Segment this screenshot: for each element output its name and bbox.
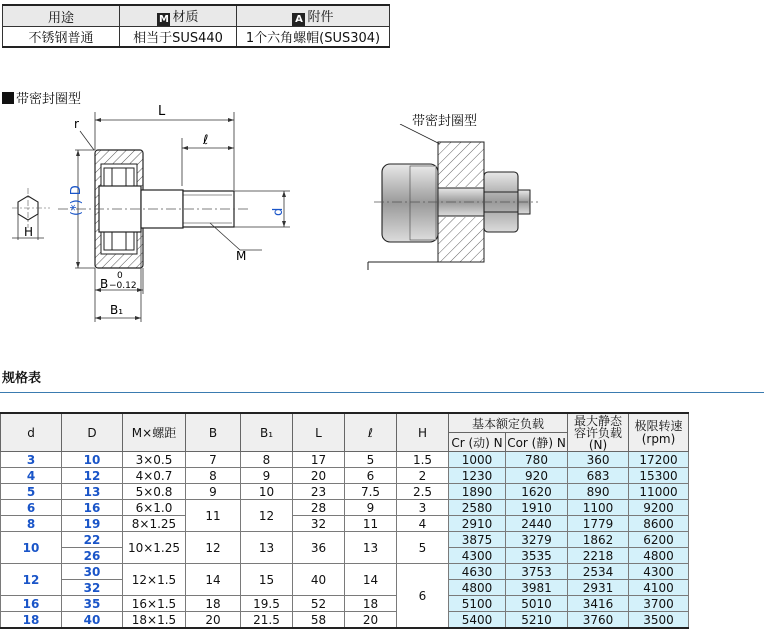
cell-cr: 4630 [449,564,506,580]
cell-max-static: 2931 [568,580,629,596]
cell-d: 5 [1,484,62,500]
cell-B1: 12 [241,500,293,532]
cell-cr: 4300 [449,548,506,564]
usage-table-row [3,27,390,48]
cell-B: 20 [186,612,241,629]
cell-M: 12×1.5 [123,564,186,596]
cell-B1: 15 [241,564,293,596]
cell-D: 10 [62,452,123,468]
cell-rpm: 4300 [629,564,689,580]
dim-B-label: B [100,277,109,291]
dim-D-label: (*) D [69,185,84,216]
col-header-l: ℓ [345,413,397,452]
cell-M: 18×1.5 [123,612,186,629]
accessory-header [237,5,390,27]
cell-D: 19 [62,516,123,532]
table-row [1,484,689,500]
cell-max-static: 1779 [568,516,629,532]
cell-cor: 1620 [506,484,568,500]
cell-B: 11 [186,500,241,532]
cell-max-static: 683 [568,468,629,484]
spec-table [0,412,689,629]
cell-max-static: 2534 [568,564,629,580]
col-header-cor: Cor (静) N [506,433,568,452]
material-header-label: 材质 [172,10,199,25]
cell-H: 5 [397,532,449,564]
dim-B-tol-upper: 0 [117,271,123,281]
cell-B1: 8 [241,452,293,468]
usage-header: 用途 [3,5,120,27]
col-header-D: D [62,413,123,452]
cell-L: 40 [293,564,345,596]
table-row [1,596,689,612]
seal-type-title: 带密封圈型 [16,92,82,107]
col-header-H: H [397,413,449,452]
cell-rpm: 4800 [629,548,689,564]
mounted-cam-follower-drawing [360,124,600,274]
cell-rpm: 9200 [629,500,689,516]
spec-table-title: 规格表 [2,371,42,386]
dim-r-label: r [74,117,79,131]
cell-l: 14 [345,564,397,596]
limit-speed-line1: 极限转速 [634,418,683,433]
cell-L: 17 [293,452,345,468]
cell-cor: 780 [506,452,568,468]
cell-l: 7.5 [345,484,397,500]
cell-D: 12 [62,468,123,484]
cell-D: 32 [62,580,123,596]
cell-D: 16 [62,500,123,516]
seal-type-label-right: 带密封圈型 [412,114,478,129]
cell-cor: 920 [506,468,568,484]
accessory-header-label: 附件 [307,10,334,25]
cell-D: 35 [62,596,123,612]
cell-L: 23 [293,484,345,500]
cell-M: 5×0.8 [123,484,186,500]
cell-l: 20 [345,612,397,629]
cell-d: 12 [1,564,62,596]
cell-rpm: 4100 [629,580,689,596]
table-row [1,500,689,516]
cell-B: 8 [186,468,241,484]
cell-cor: 2440 [506,516,568,532]
material-value: 相当于SUS440 [120,27,237,48]
cell-L: 58 [293,612,345,629]
cell-rpm: 6200 [629,532,689,548]
cell-H: 1.5 [397,452,449,468]
dim-d-label: d [271,207,286,216]
dim-B-tol-lower: −0.12 [109,281,137,291]
cell-L: 32 [293,516,345,532]
cell-B: 18 [186,596,241,612]
dim-l-label: ℓ [203,133,209,148]
cell-d: 16 [1,596,62,612]
table-row [1,612,689,629]
table-row [1,516,689,532]
cell-M: 10×1.25 [123,532,186,564]
usage-material-table [2,4,390,48]
cell-rpm: 3500 [629,612,689,629]
cell-M: 4×0.7 [123,468,186,484]
cell-l: 5 [345,452,397,468]
cell-B1: 10 [241,484,293,500]
dim-H-label: H [24,225,34,239]
cell-D: 30 [62,564,123,580]
table-row [1,532,689,548]
cell-L: 28 [293,500,345,516]
cell-L: 20 [293,468,345,484]
cell-cr: 1000 [449,452,506,468]
cell-l: 13 [345,532,397,564]
cell-rpm: 15300 [629,468,689,484]
usage-value: 不锈钢普通 [3,27,120,48]
max-static-line1: 最大静态 [574,413,623,428]
cell-max-static: 1862 [568,532,629,548]
cell-max-static: 890 [568,484,629,500]
cell-cor: 5010 [506,596,568,612]
cell-M: 8×1.25 [123,516,186,532]
cell-B1: 9 [241,468,293,484]
cell-d: 18 [1,612,62,629]
cam-follower-dimension-drawing [0,98,320,330]
limit-speed-line2: (rpm) [641,431,676,446]
cell-max-static: 1100 [568,500,629,516]
col-header-M: M×螺距 [123,413,186,452]
cell-B: 7 [186,452,241,468]
cell-B1: 21.5 [241,612,293,629]
col-header-max-static [568,413,629,452]
col-header-cr: Cr (动) N [449,433,506,452]
cell-M: 3×0.5 [123,452,186,468]
cell-D: 40 [62,612,123,629]
cell-cor: 3981 [506,580,568,596]
spec-header-row-1 [1,413,689,433]
dim-B1-label: B₁ [110,303,124,317]
usage-table-header-row [3,5,390,27]
cell-B1: 13 [241,532,293,564]
cell-rpm: 11000 [629,484,689,500]
cell-cor: 1910 [506,500,568,516]
cell-M: 6×1.0 [123,500,186,516]
cell-cor: 5210 [506,612,568,629]
table-row [1,452,689,468]
cell-l: 18 [345,596,397,612]
cell-H: 6 [397,564,449,629]
cell-cr: 2580 [449,500,506,516]
cell-cr: 4800 [449,580,506,596]
cell-rpm: 8600 [629,516,689,532]
cell-B: 9 [186,484,241,500]
cell-H: 2 [397,468,449,484]
cell-H: 3 [397,500,449,516]
cell-d: 4 [1,468,62,484]
cell-d: 8 [1,516,62,532]
cell-H: 2.5 [397,484,449,500]
table-row [1,564,689,580]
cell-l: 9 [345,500,397,516]
material-header [120,5,237,27]
col-header-limit-speed [629,413,689,452]
cell-cr: 5100 [449,596,506,612]
cell-B: 12 [186,532,241,564]
cell-cor: 3279 [506,532,568,548]
cell-max-static: 360 [568,452,629,468]
accessory-badge: A [292,13,305,26]
col-header-B: B [186,413,241,452]
cell-L: 52 [293,596,345,612]
cell-d: 3 [1,452,62,468]
cell-B1: 19.5 [241,596,293,612]
cell-M: 16×1.5 [123,596,186,612]
cell-L: 36 [293,532,345,564]
cell-cor: 3535 [506,548,568,564]
cell-d: 6 [1,500,62,516]
dim-M-label: M [236,249,247,263]
col-header-B1: B₁ [241,413,293,452]
cell-D: 13 [62,484,123,500]
cell-rpm: 3700 [629,596,689,612]
cell-B: 14 [186,564,241,596]
material-badge: M [159,14,169,25]
cell-rpm: 17200 [629,452,689,468]
max-static-line2: 容许负载 [574,425,623,440]
cell-l: 6 [345,468,397,484]
cell-d: 10 [1,532,62,564]
cell-D: 22 [62,532,123,548]
cell-max-static: 2218 [568,548,629,564]
accessory-value: 1个六角螺帽(SUS304) [237,27,390,48]
col-header-d: d [1,413,62,452]
cell-cr: 1230 [449,468,506,484]
cell-cr: 2910 [449,516,506,532]
cell-cor: 3753 [506,564,568,580]
cell-max-static: 3416 [568,596,629,612]
cell-cr: 1890 [449,484,506,500]
cell-max-static: 3760 [568,612,629,629]
cell-l: 11 [345,516,397,532]
dim-L-label: L [158,104,166,119]
cell-H: 4 [397,516,449,532]
cell-D: 26 [62,548,123,564]
cell-cr: 3875 [449,532,506,548]
cell-cr: 5400 [449,612,506,629]
table-row [1,468,689,484]
section-divider [0,392,764,393]
max-static-line3: (N) [588,437,608,452]
col-header-L: L [293,413,345,452]
col-header-rated-load: 基本额定负载 [449,413,568,433]
